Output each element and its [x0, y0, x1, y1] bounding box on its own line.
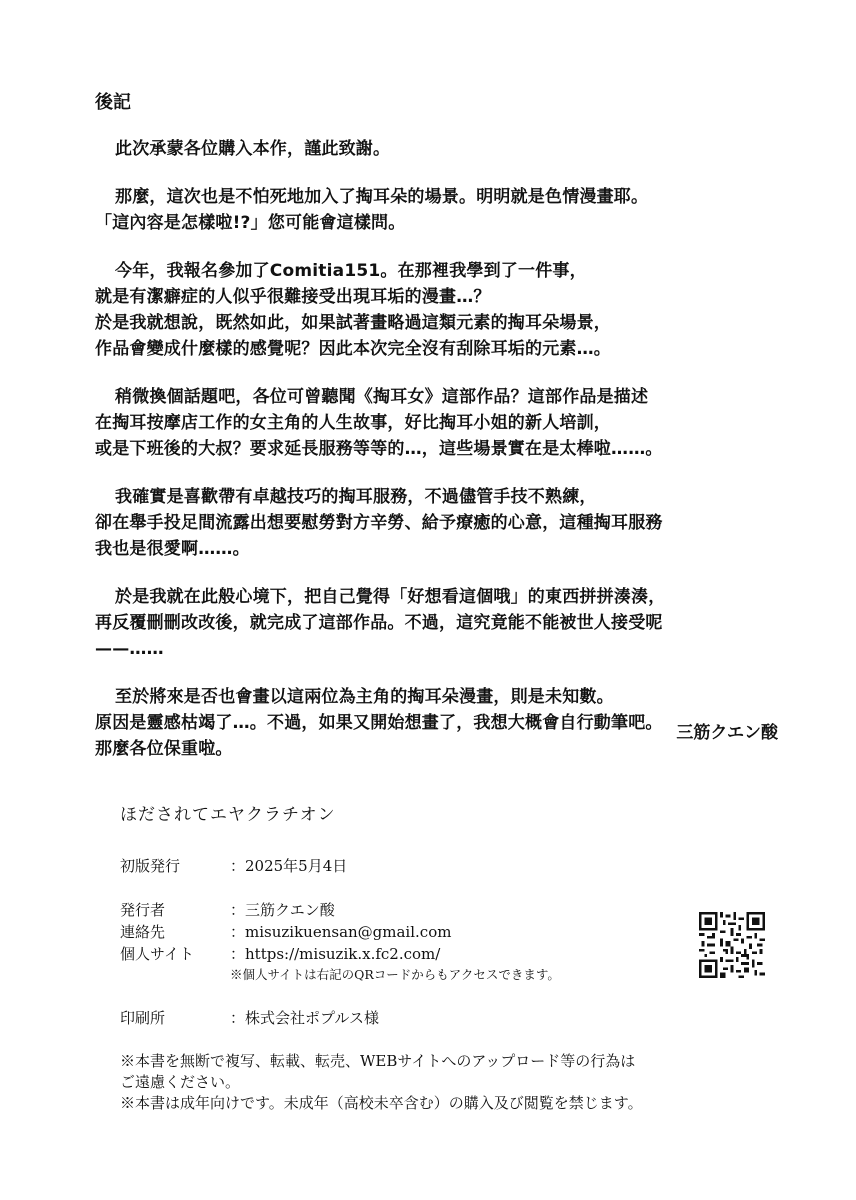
- afterword-paragraph-5: 我確實是喜歡帶有卓越技巧的掏耳服務，不過儘管手技不熟練， 卻在舉手投足間流露出想要慰勞對方辛勞、給予療癒的心意，這種掏耳服務 我也是很愛啊……。: [95, 487, 663, 559]
- site-url: ：https://misuzik.x.fc2.com/: [230, 945, 441, 963]
- afterword-paragraph-1: 此次承蒙各位購入本作，謹此致謝。: [115, 139, 391, 159]
- printer-label: 印刷所: [120, 1009, 166, 1027]
- notice-line: ※本書を無断で複写、転載、転売、WEBサイトへのアップロード等の行為は: [120, 1052, 636, 1070]
- afterword-paragraph-3: 今年，我報名參加了Comitia151。在那裡我學到了一件事， 就是有潔癖症的人似乎很難接受出現耳垢的漫畫…？ 於是我就想說，既然如此，如果試著畫略過這類元素的掏耳朵場景， 作品會變成什麼樣的感覺呢？因此本次完全沒有刮除耳垢的元素…。: [95, 261, 611, 359]
- colophon: [120, 800, 780, 1114]
- notice-line: ご遠慮ください。: [120, 1073, 241, 1091]
- contact-row: [120, 921, 780, 943]
- first-edition-row: [120, 855, 780, 877]
- afterword-paragraph-4: 稍微換個話題吧，各位可曾聽聞《掏耳女》這部作品？這部作品是描述 在掏耳按摩店工作的女主角的人生故事，好比掏耳小姐的新人培訓， 或是下班後的大叔？要求延長服務等等的…，這些場景實在是太棒啦……。: [95, 387, 663, 459]
- first-edition-label: 初版発行: [120, 857, 181, 875]
- notice-line: ※本書は成年向けです。未成年（高校未卒含む）の購入及び閲覧を禁じます。: [120, 1094, 643, 1112]
- afterword-signature: 三筋クエン酸: [676, 723, 778, 743]
- afterword-paragraph-7: 至於將來是否也會畫以這兩位為主角的掏耳朵漫畫，則是未知數。 原因是靈感枯竭了…。不過，如果又開始想畫了，我想大概會自行動筆吧。 那麼各位保重啦。: [95, 687, 663, 759]
- contact-email: ：misuzikuensan@gmail.com: [230, 923, 452, 941]
- publisher-label: 発行者: [120, 901, 166, 919]
- afterword-title: 後記: [95, 92, 131, 113]
- site-row: [120, 943, 780, 965]
- publisher-row: [120, 899, 780, 921]
- afterword-paragraph-2: 那麼，這次也是不怕死地加入了掏耳朵的場景。明明就是色情漫畫耶。 「這內容是怎樣啦!?」您可能會這樣問。: [95, 187, 649, 233]
- site-note: ※個人サイトは右記のQRコードからもアクセスできます。: [230, 967, 560, 982]
- publisher-value: ：三筋クエン酸: [230, 901, 335, 919]
- afterword: [95, 88, 795, 784]
- book-title: ほだされてエヤクラチオン: [120, 805, 336, 825]
- afterword-paragraph-6: 於是我就在此般心境下，把自己覺得「好想看這個哦」的東西拼拼湊湊， 再反覆刪刪改改後，就完成了這部作品。不過，這究竟能不能被世人接受呢 ——……: [95, 587, 666, 659]
- first-edition-value: ：2025年5月4日: [230, 857, 348, 875]
- copyright-notices: [120, 1051, 780, 1114]
- qr-code-icon: [696, 912, 768, 978]
- site-label: 個人サイト: [120, 945, 194, 963]
- contact-label: 連絡先: [120, 923, 166, 941]
- printer-value: ：株式会社ポプルス様: [230, 1009, 379, 1027]
- printer-row: [120, 1007, 780, 1029]
